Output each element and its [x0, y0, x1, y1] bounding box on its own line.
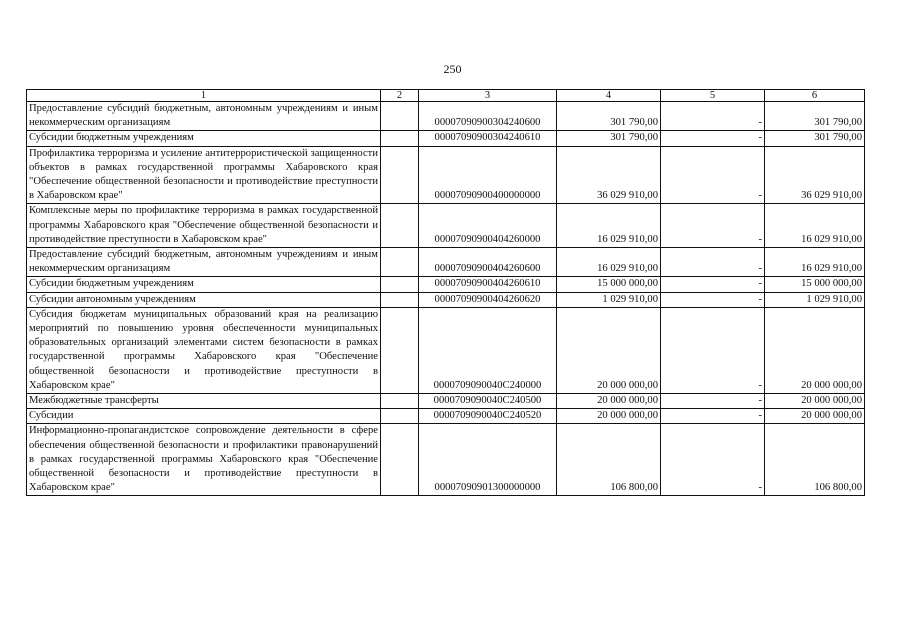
row-name: Субсидия бюджетам муниципальных образований края на реализацию мероприятий по повышению уровня обеспеченности муниципальных образовательных организаций элементами систем безопасности в рамках государственной программы Хабаровского края "Обеспечение общественной безопасности и противодействие преступности в Хабаровском крае": [27, 307, 381, 393]
row-amount: 15 000 000,00: [557, 277, 661, 292]
row-total: 16 029 910,00: [765, 248, 865, 277]
row-change: -: [661, 146, 765, 204]
table-row: [27, 394, 865, 409]
row-code: 00007090900400000000: [419, 146, 557, 204]
row-change: -: [661, 307, 765, 393]
row-code: 00007090900404260000: [419, 204, 557, 248]
table-row: [27, 409, 865, 424]
table-row: [27, 307, 865, 393]
column-header: 3: [419, 90, 557, 102]
row-col2: [381, 409, 419, 424]
page-number: 250: [443, 62, 462, 76]
row-code: 00007090900404260600: [419, 248, 557, 277]
row-change: -: [661, 409, 765, 424]
table-row: [27, 248, 865, 277]
budget-table: [26, 89, 865, 496]
column-header: 4: [557, 90, 661, 102]
row-total: 16 029 910,00: [765, 204, 865, 248]
row-change: -: [661, 277, 765, 292]
row-change: -: [661, 131, 765, 146]
column-header: 1: [27, 90, 381, 102]
row-total: 20 000 000,00: [765, 409, 865, 424]
column-header: 5: [661, 90, 765, 102]
row-code: 0000709090040С240520: [419, 409, 557, 424]
row-total: 301 790,00: [765, 131, 865, 146]
row-code: 00007090901300000000: [419, 424, 557, 496]
row-name: Предоставление субсидий бюджетным, автономным учреждениям и иным некоммерческим организациям: [27, 102, 381, 131]
row-code: 0000709090040С240500: [419, 394, 557, 409]
row-total: 15 000 000,00: [765, 277, 865, 292]
row-change: -: [661, 424, 765, 496]
row-col2: [381, 146, 419, 204]
row-col2: [381, 292, 419, 307]
row-change: -: [661, 248, 765, 277]
row-name: Предоставление субсидий бюджетным, автономным учреждениям и иным некоммерческим организациям: [27, 248, 381, 277]
row-total: 301 790,00: [765, 102, 865, 131]
row-amount: 106 800,00: [557, 424, 661, 496]
row-code: 00007090900304240600: [419, 102, 557, 131]
row-name: Профилактика терроризма и усиление антитеррористической защищенности объектов в рамках государственной программы Хабаровского края "Обеспечение общественной безопасности и противодействие преступности в Хабаровском крае": [27, 146, 381, 204]
table-row: [27, 277, 865, 292]
row-code: 0000709090040С240000: [419, 307, 557, 393]
row-change: -: [661, 292, 765, 307]
row-change: -: [661, 102, 765, 131]
table-row: [27, 102, 865, 131]
row-code: 00007090900404260620: [419, 292, 557, 307]
row-amount: 36 029 910,00: [557, 146, 661, 204]
row-name: Комплексные меры по профилактике терроризма в рамках государственной программы Хабаровского края "Обеспечение общественной безопасности и противодействие преступности в Хабаровском крае": [27, 204, 381, 248]
row-amount: 20 000 000,00: [557, 409, 661, 424]
row-total: 1 029 910,00: [765, 292, 865, 307]
row-amount: 20 000 000,00: [557, 307, 661, 393]
row-code: 00007090900404260610: [419, 277, 557, 292]
row-col2: [381, 248, 419, 277]
table-row: [27, 424, 865, 496]
row-total: 106 800,00: [765, 424, 865, 496]
row-col2: [381, 277, 419, 292]
row-name: Субсидии бюджетным учреждениям: [27, 131, 381, 146]
row-total: 20 000 000,00: [765, 307, 865, 393]
row-col2: [381, 102, 419, 131]
row-col2: [381, 424, 419, 496]
row-change: -: [661, 204, 765, 248]
row-code: 00007090900304240610: [419, 131, 557, 146]
row-change: -: [661, 394, 765, 409]
column-header: 2: [381, 90, 419, 102]
table-row: [27, 131, 865, 146]
row-amount: 301 790,00: [557, 131, 661, 146]
row-total: 20 000 000,00: [765, 394, 865, 409]
row-amount: 20 000 000,00: [557, 394, 661, 409]
row-name: Информационно-пропагандистское сопровождение деятельности в сфере обеспечения общественной безопасности и профилактики правонарушений в рамках государственной программы Хабаровского края "Обеспечение общественной безопасности и противодействие преступности в Хабаровском крае": [27, 424, 381, 496]
row-col2: [381, 131, 419, 146]
table-row: [27, 204, 865, 248]
header-row: [27, 90, 865, 102]
row-name: Субсидии автономным учреждениям: [27, 292, 381, 307]
row-amount: 1 029 910,00: [557, 292, 661, 307]
row-name: Межбюджетные трансферты: [27, 394, 381, 409]
row-amount: 301 790,00: [557, 102, 661, 131]
column-header: 6: [765, 90, 865, 102]
row-name: Субсидии: [27, 409, 381, 424]
row-amount: 16 029 910,00: [557, 248, 661, 277]
row-col2: [381, 204, 419, 248]
row-amount: 16 029 910,00: [557, 204, 661, 248]
row-col2: [381, 307, 419, 393]
table-row: [27, 146, 865, 204]
table-row: [27, 292, 865, 307]
row-name: Субсидии бюджетным учреждениям: [27, 277, 381, 292]
row-col2: [381, 394, 419, 409]
row-total: 36 029 910,00: [765, 146, 865, 204]
